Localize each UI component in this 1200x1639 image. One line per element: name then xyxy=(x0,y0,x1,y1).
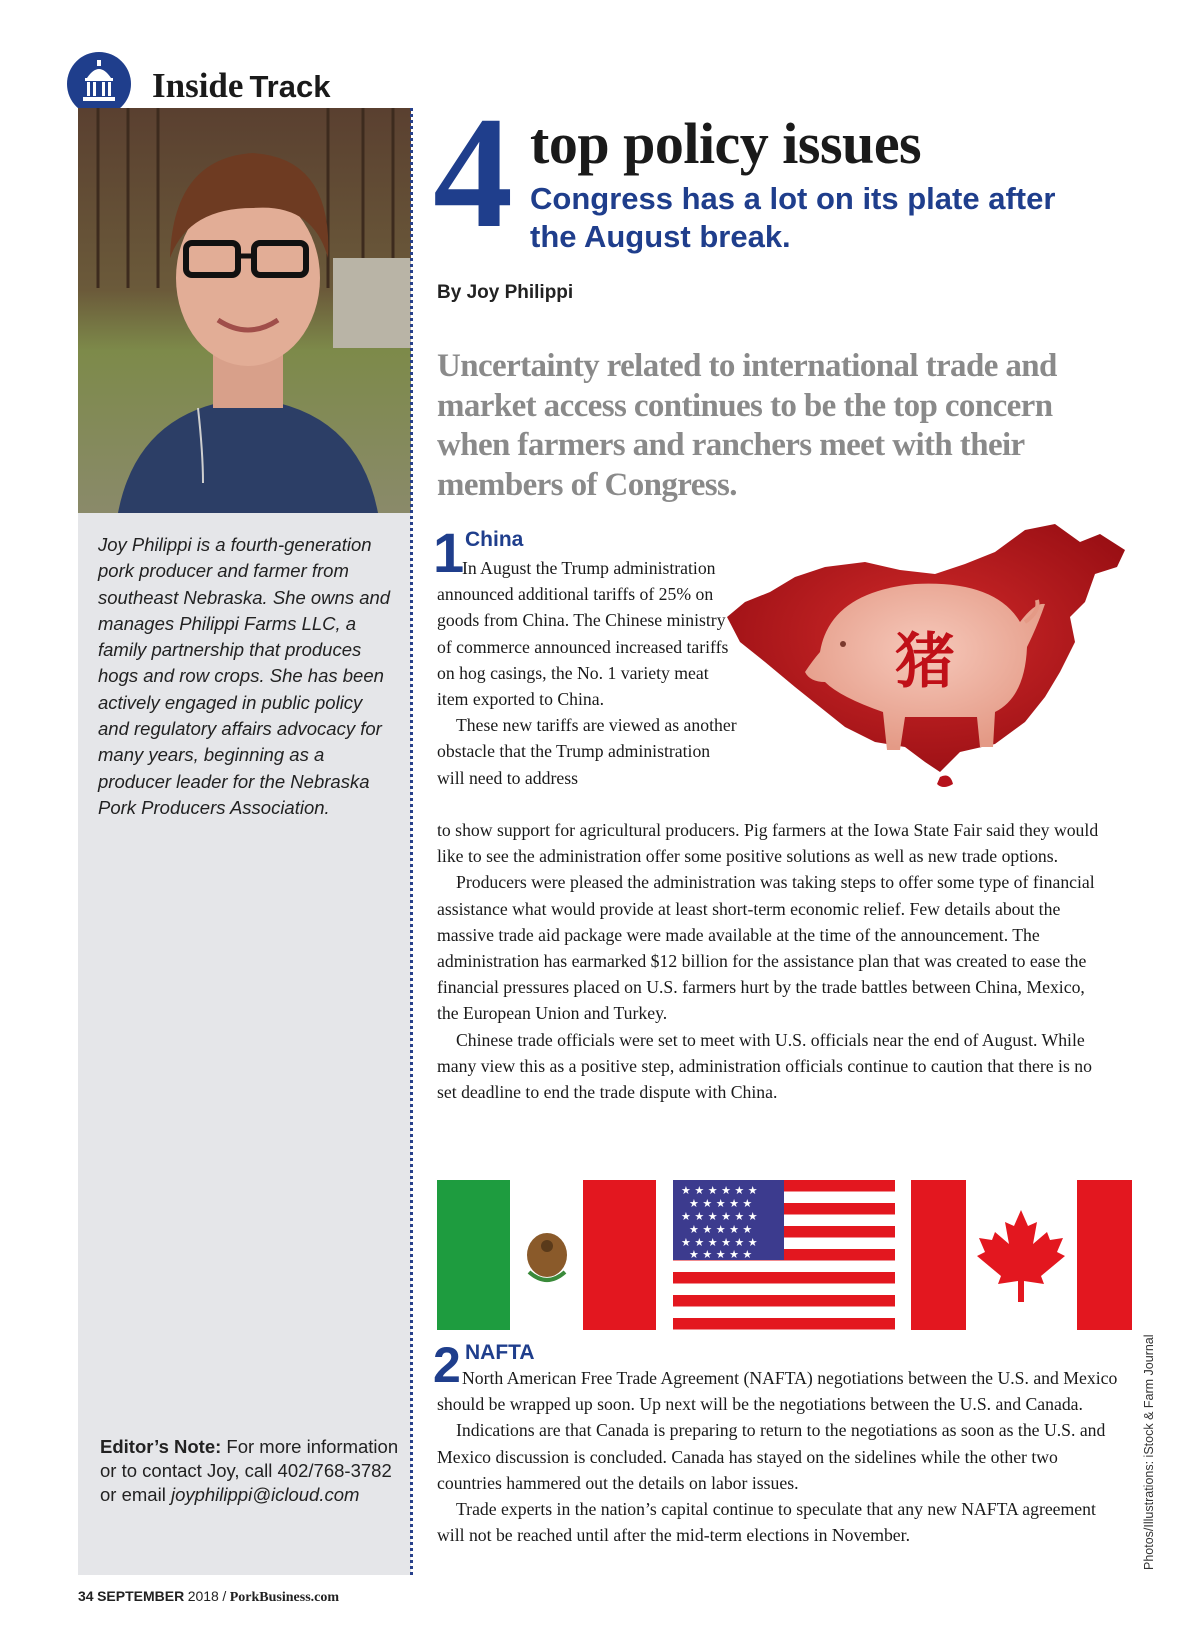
paragraph: to show support for agricultural producers. Pig farmers at the Iowa State Fair said they would like to see the administration offer some positive solutions as well as new trade options. xyxy=(437,820,1099,867)
paragraph: Trade experts in the nation’s capital continue to speculate that any new NAFTA agreement will not be reached until after the mid-term elections in November. xyxy=(437,1499,1096,1546)
canada-flag-icon xyxy=(911,1180,1132,1330)
section-title: Inside Track xyxy=(152,66,331,105)
mexico-flag-icon xyxy=(437,1180,656,1330)
author-photo xyxy=(78,108,411,513)
paragraph: In August the Trump administration announced additional tariffs of 25% on goods from China. The Chinese ministry of commerce announced increased tariffs on hog casings, the No. 1 variety meat item exported to China. xyxy=(437,558,729,710)
capitol-icon xyxy=(67,52,131,116)
editor-note-text: For more information or to contact Joy, call 402/768-3782 or email xyxy=(100,1436,399,1505)
page-number: 34 xyxy=(78,1588,94,1604)
svg-text:★ ★ ★ ★ ★: ★ ★ ★ ★ ★ xyxy=(689,1223,753,1236)
flags-illustration xyxy=(437,1180,1132,1330)
us-flag-icon xyxy=(673,1180,895,1330)
svg-text:★ ★ ★ ★ ★ ★: ★ ★ ★ ★ ★ ★ xyxy=(681,1210,758,1223)
headline: top policy issues xyxy=(530,111,922,176)
author-bio: Joy Philippi is a fourth-generation pork producer and farmer from southeast Nebraska. She owns and manages Philippi Farms LLC, a family partnership that produces hogs and row crops. She has been actively engaged in public policy and regulatory affairs advocacy for many years, beginning as a producer leader for the Nebraska Pork Producers Association. xyxy=(98,534,391,818)
paragraph: Chinese trade officials were set to meet with U.S. officials near the end of August. While many view this as a positive step, administration officials continue to caution that there is no set deadline to end the trade dispute with China. xyxy=(437,1029,1092,1103)
headline-number: 4 xyxy=(433,83,513,261)
paragraph: These new tariffs are viewed as another obstacle that the Trump administration will need to address xyxy=(437,715,737,788)
section-heading-china: China xyxy=(465,528,524,551)
section-1-text-wide xyxy=(437,817,1107,1105)
svg-text:★ ★ ★ ★ ★: ★ ★ ★ ★ ★ xyxy=(689,1248,753,1261)
section-heading-nafta: NAFTA xyxy=(465,1341,535,1364)
china-pig-illustration xyxy=(725,522,1145,792)
editor-note-email[interactable]: joyphilippi@icloud.com xyxy=(170,1484,360,1505)
capitol-logo xyxy=(67,52,131,116)
svg-text:★ ★ ★ ★ ★ ★: ★ ★ ★ ★ ★ ★ xyxy=(681,1236,758,1249)
section-number-1: 1 xyxy=(433,521,465,584)
paragraph: North American Free Trade Agreement (NAFTA) negotiations between the U.S. and Mexico should be wrapped up soon. Up next will be the negotiations between the U.S. and Canada. xyxy=(437,1368,1118,1415)
editor-note-label: Editor’s Note: xyxy=(100,1436,222,1457)
deck: Congress has a lot on its plate after the August break. xyxy=(530,181,1056,254)
footer-site[interactable]: PorkBusiness.com xyxy=(229,1590,340,1605)
pullquote: Uncertainty related to international trade and market access continues to be the top concern when farmers and ranchers meet with their members of Congress. xyxy=(437,348,1057,503)
pig-character: 猪 xyxy=(895,627,955,697)
footer-month: SEPTEMBER xyxy=(97,1588,185,1604)
paragraph: Producers were pleased the administration was taking steps to offer some type of financial assistance what would provide at least short-term economic relief. Few details about the massive trade aid package were made available at the time of the announcement. The administration has earmarked $12 billion for the assistance plan that was created to ease the financial pressures placed on U.S. farmers hurt by the trade battles between China, Mexico, the European Union and Turkey. xyxy=(437,872,1095,1024)
section-2-text xyxy=(437,1365,1125,1548)
page-footer xyxy=(78,1588,339,1606)
section-1-text-narrow xyxy=(437,555,737,791)
footer-separator: / xyxy=(222,1588,227,1604)
editor-note xyxy=(100,1435,400,1507)
svg-text:★ ★ ★ ★ ★ ★: ★ ★ ★ ★ ★ ★ xyxy=(681,1184,758,1197)
sidebar-divider xyxy=(410,108,413,1575)
footer-year: 2018 xyxy=(187,1588,219,1604)
byline: By Joy Philippi xyxy=(437,282,574,303)
photo-credit: Photos/Illustrations: iStock & Farm Journal xyxy=(1142,1334,1156,1570)
svg-text:★ ★ ★ ★ ★: ★ ★ ★ ★ ★ xyxy=(689,1197,753,1210)
paragraph: Indications are that Canada is preparing to return to the negotiations as soon as the U.S. and Mexico discussion is concluded. Canada has stayed on the sidelines while the other two countries hammered out the details on labor issues. xyxy=(437,1420,1106,1493)
section-number-2: 2 xyxy=(433,1337,461,1393)
